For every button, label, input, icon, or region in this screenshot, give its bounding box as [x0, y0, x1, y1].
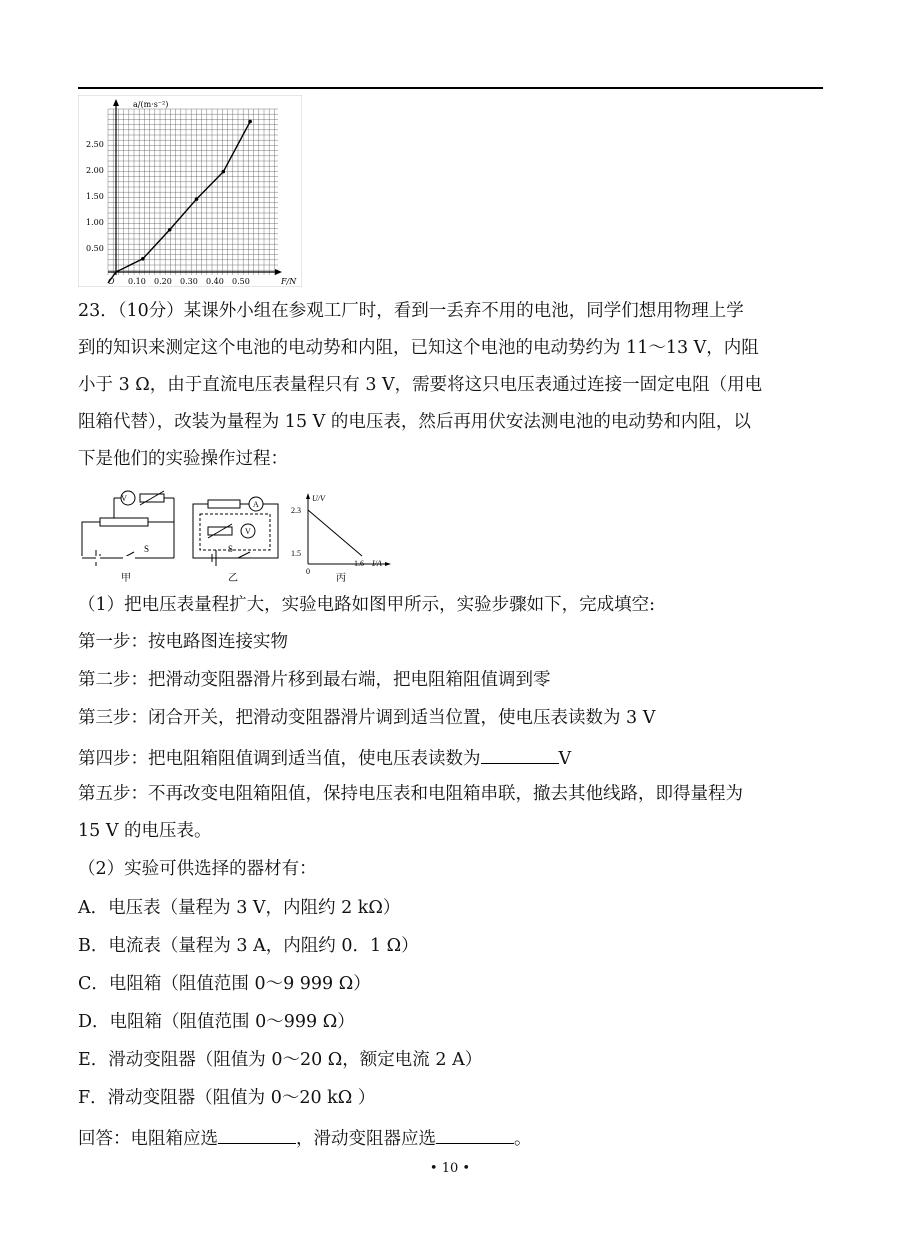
bing-y-low: 1.5 — [291, 549, 301, 558]
part1-title: （1）把电压表量程扩大，实验电路如图甲所示，实验步骤如下，完成填空: — [78, 595, 656, 615]
bing-x-axis: I/A — [372, 559, 382, 568]
graph-bing — [308, 496, 388, 564]
switch-label-yi: S — [228, 544, 234, 554]
step-5-line2: 15 V 的电压表。 — [78, 821, 212, 841]
option-b: B．电流表（量程为 3 A，内阻约 0．1 Ω） — [78, 936, 419, 956]
y-tick-label: 1.50 — [86, 192, 104, 201]
circuit-jia — [80, 491, 180, 566]
bing-x-end: 1.6 — [354, 559, 364, 568]
step-3: 第三步：闭合开关，把滑动变阻器滑片调到适当位置，使电压表读数为 3 V — [78, 708, 656, 728]
resistance-box-blank[interactable] — [218, 1125, 296, 1144]
question-intro — [78, 293, 828, 478]
y-axis-label: a/(m·s⁻²) — [133, 100, 169, 109]
option-c: C．电阻箱（阻值范围 0～9 999 Ω） — [78, 974, 371, 994]
page-number: • 10 • — [429, 1161, 471, 1176]
y-tick-label: 1.00 — [86, 218, 104, 227]
data-point — [248, 120, 252, 124]
answer-middle: ，滑动变阻器应选 — [296, 1129, 436, 1149]
part2-title: （2）实验可供选择的器材有： — [78, 859, 317, 879]
bing-y-high: 2.3 — [291, 506, 301, 515]
data-point — [195, 197, 199, 201]
intro-line: 到的知识来测定这个电池的电动势和内阻，已知这个电池的电动势约为 11～13 V，内阻 — [78, 338, 759, 358]
acceleration-force-graph — [78, 95, 302, 287]
circuit-yi-label: 乙 — [228, 573, 238, 584]
step-4-unit: V — [558, 749, 572, 769]
x-tick-label: 0.20 — [154, 277, 172, 286]
step-4 — [78, 745, 571, 770]
switch-label: S — [144, 544, 150, 554]
circuit-jia-label: 甲 — [121, 573, 131, 584]
x-tick-label: 0.50 — [232, 277, 250, 286]
circuit-diagrams — [78, 490, 408, 585]
answer-suffix: 。 — [514, 1129, 532, 1149]
circuit-bing-label: 丙 — [336, 573, 346, 584]
answer-prefix: 回答：电阻箱应选 — [78, 1129, 218, 1149]
x-tick-label: 0.10 — [128, 277, 146, 286]
voltmeter-symbol: V — [121, 494, 127, 503]
step-5-line1: 第五步：不再改变电阻箱阻值，保持电压表和电阻箱串联，撤去其他线路，即得量程为 — [78, 784, 743, 804]
top-rule — [78, 87, 823, 89]
step-2: 第二步：把滑动变阻器滑片移到最右端，把电阻箱阻值调到零 — [78, 670, 551, 690]
option-d: D．电阻箱（阻值范围 0～999 Ω） — [78, 1012, 355, 1032]
step-1: 第一步：按电路图连接实物 — [78, 632, 288, 652]
bing-y-axis: U/V — [312, 494, 325, 503]
option-e: E．滑动变阻器（阻值为 0～20 Ω，额定电流 2 A） — [78, 1050, 483, 1070]
bing-origin: 0 — [306, 567, 310, 576]
option-f: F．滑动变阻器（阻值为 0～20 kΩ ） — [78, 1088, 376, 1108]
data-point — [168, 228, 172, 232]
rheostat-blank[interactable] — [436, 1125, 514, 1144]
step-4-text: 第四步：把电阻箱阻值调到适当值，使电压表读数为 — [78, 749, 481, 769]
intro-line: 阻箱代替），改装为量程为 15 V 的电压表，然后再用伏安法测电池的电动势和内阻，以 — [78, 412, 751, 432]
y-tick-label: 0.50 — [86, 244, 104, 253]
intro-line: 23．（10分）某课外小组在参观工厂时，看到一丢弃不用的电池，同学们想用物理上学 — [78, 301, 744, 321]
x-tick-label: 0.40 — [206, 277, 224, 286]
ammeter-symbol: A — [253, 500, 259, 509]
intro-line: 小于 3 Ω，由于直流电压表量程只有 3 V，需要将这只电压表通过连接一固定电阻（用电 — [78, 375, 763, 395]
x-tick-label: 0.30 — [180, 277, 198, 286]
step-4-blank[interactable] — [481, 745, 559, 764]
answer-line — [78, 1125, 532, 1150]
intro-line: 下是他们的实验操作过程： — [78, 449, 288, 469]
y-tick-label: 2.00 — [86, 166, 104, 175]
origin-label: O — [108, 277, 115, 286]
circuit-yi — [193, 497, 278, 566]
y-tick-label: 2.50 — [86, 140, 104, 149]
voltmeter-symbol-yi: V — [245, 527, 251, 536]
option-a: A．电压表（量程为 3 V，内阻约 2 kΩ） — [78, 898, 401, 918]
x-axis-label: F/N — [281, 277, 297, 286]
data-point — [222, 170, 226, 174]
data-point — [141, 257, 145, 261]
